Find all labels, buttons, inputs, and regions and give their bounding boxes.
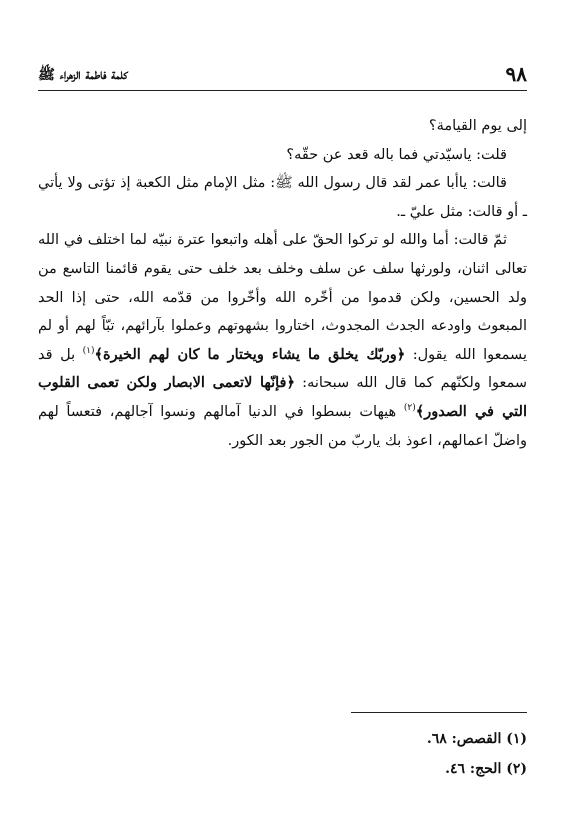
quran-quote-1: ﴿وربّك يخلق ما يشاء ويختار ما كان لهم الخيرة﴾: [94, 345, 406, 363]
footnote-mark-1[interactable]: (١): [82, 345, 95, 356]
body-text: [38, 112, 527, 455]
footnote-2: (٢) الحج: ٤٦.: [445, 761, 527, 777]
body-paragraph-3: قالت: ياأبا عمر لقد قال رسول الله ﷺ: مثل الإمام مثل الكعبة إذ تؤتى ولا يأتي ـ أو قالت: مثل عليّ ـ.: [38, 175, 527, 220]
body-line-2: قلت: ياسيّدتي فما باله قعد عن حقّه؟: [286, 146, 507, 163]
body-paragraph-4: [38, 226, 527, 455]
quran-quote-2: ﴿فإنّها لاتعمى الابصار ولكن تعمى القلوب التي في الصدور﴾: [38, 374, 527, 420]
running-title: كلمة فاطمة الزهراء ﷺ: [38, 67, 128, 83]
body-line-1: إلى يوم القيامة؟: [428, 118, 527, 134]
paragraph-text: ثمّ قالت: أما والله لو تركوا الحقّ على أهله واتبعوا عترة نبيّه لما اختلف في الله تعالى اثنان، ولورثها سلف عن سلف وخلف بعد خلف حتى يقوم قائمنا التاسع من ولد الحسين، ولكن قدموا من أخّره الله وأخّروا من قدّمه الله، حتى إذا الحد المبعوث واودعه الجدث المجدوث، اختاروا بشهوتهم وعملوا بآرائهم، تبّاً لهم أو لم يسمعوا الله يقول:: [38, 232, 528, 363]
paragraph-text: بل قد سمعوا ولكنّهم كما قال الله سبحانه:: [38, 346, 527, 392]
footnote-1: (١) القصص: ٦٨.: [426, 731, 527, 747]
footnote-divider: [351, 712, 527, 713]
page-number: ٩٨: [505, 62, 527, 86]
paragraph-text: هيهات بسطوا في الدنيا آمالهم ونسوا آجالهم، فتعساً لهم واضلّ اعمالهم، اعوذ بك ياربّ من الجور بعد الكور.: [38, 403, 527, 449]
running-header: [38, 62, 527, 91]
footnotes: [38, 724, 527, 784]
footnote-mark-2[interactable]: (٢): [403, 403, 416, 414]
